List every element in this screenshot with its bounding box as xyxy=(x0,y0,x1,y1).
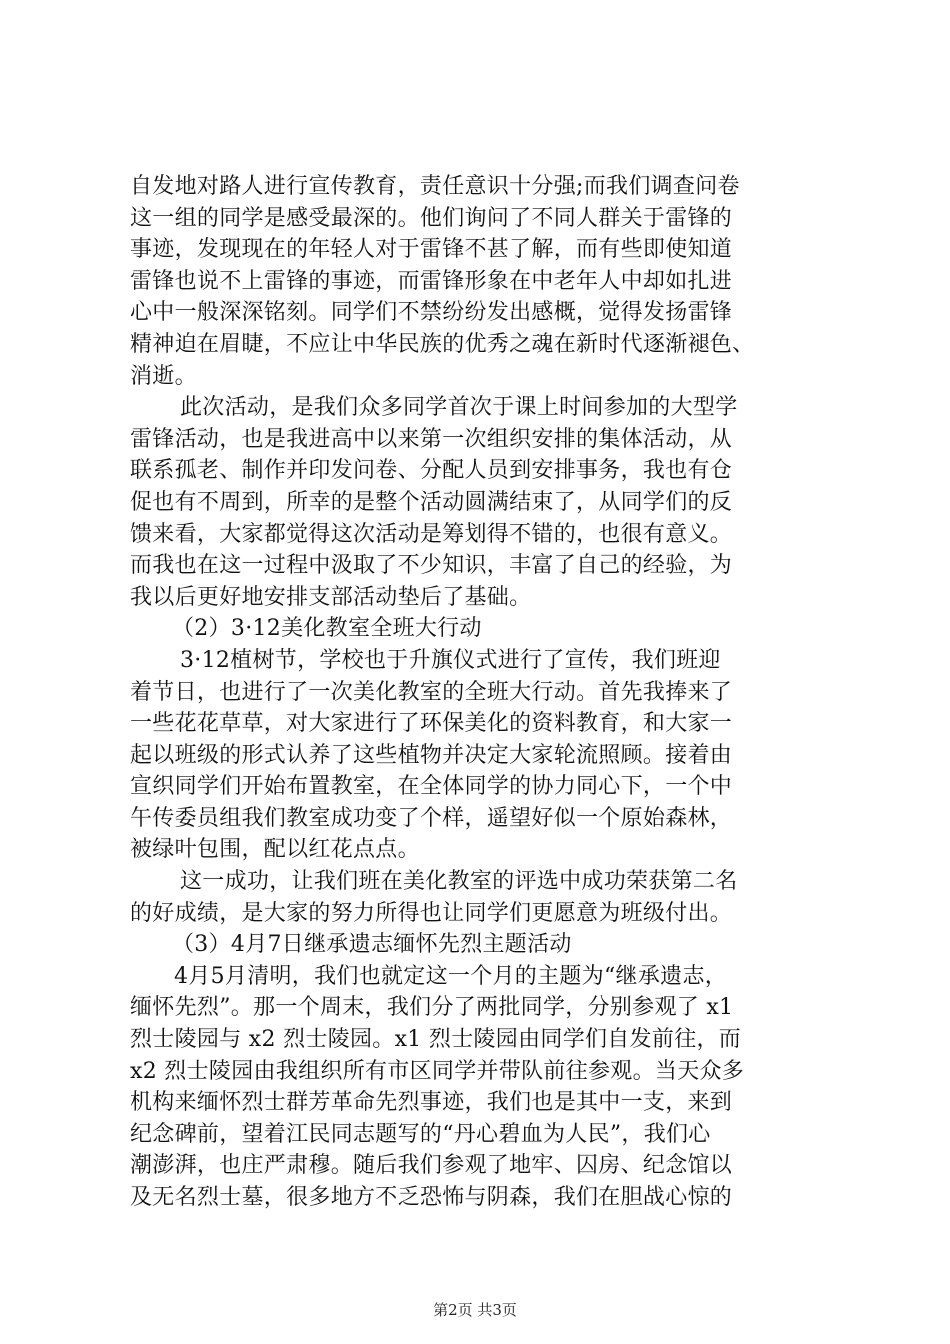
text-line: 及无名烈士墓，很多地方不乏恐怖与阴森，我们在胆战心惊的 xyxy=(130,1185,733,1210)
paragraph-start-line: 3·12植树节，学校也于升旗仪式进行了宣传，我们班迎 xyxy=(180,647,721,673)
text-line: 纪念碑前，望着江民同志题写的“丹心碧血为人民”，我们心 xyxy=(130,1121,711,1147)
text-line: 雷锋活动，也是我进高中以来第一次组织安排的集体活动，从 xyxy=(130,426,733,452)
text-line: 精神迫在眉睫，不应让中华民族的优秀之魂在新时代逐渐褪色、 xyxy=(130,331,755,357)
page-number-footer: 第2页 共3页 xyxy=(433,1301,517,1319)
text-line: 着节日，也进行了一次美化教室的全班大行动。首先我捧来了 xyxy=(130,679,733,705)
section-heading: （2）3·12美化教室全班大行动 xyxy=(172,616,482,642)
paragraph-start-line: 此次活动，是我们众多同学首次于课上时间参加的大型学 xyxy=(180,395,738,421)
text-line: 我以后更好地安排支部活动垫后了基础。 xyxy=(130,584,532,610)
text-line: 起以班级的形式认养了这些植物并决定大家轮流照顾。接着由 xyxy=(130,742,733,768)
text-line: 事迹，发现现在的年轻人对于雷锋不甚了解，而有些即使知道 xyxy=(130,237,733,263)
text-line: 潮澎湃，也庄严肃穆。随后我们参观了地牢、囚房、纪念馆以 xyxy=(130,1153,733,1179)
text-line: 烈士陵园与 x2 烈士陵园。x1 烈士陵园由同学们自发前往，而 xyxy=(130,1027,742,1053)
text-line: 消逝。 xyxy=(130,363,197,389)
paragraph-start-line: 4月5月清明，我们也就定这一个月的主题为“继承遗志， xyxy=(174,963,728,989)
text-line: 促也有不周到，所幸的是整个活动圆满结束了，从同学们的反 xyxy=(130,489,733,515)
paragraph-start-line: 这一成功，让我们班在美化教室的评选中成功荣获第二名 xyxy=(180,869,738,895)
document-body xyxy=(130,171,835,1214)
text-line: 宣织同学们开始布置教室，在全体同学的协力同心下，一个中 xyxy=(130,774,733,800)
text-line: 一些花花草草，对大家进行了环保美化的资料教育，和大家一 xyxy=(130,711,733,737)
text-line: 缅怀先烈”。那一个周末，我们分了两批同学，分别参观了 x1 xyxy=(130,995,734,1021)
text-line: 这一组的同学是感受最深的。他们询问了不同人群关于雷锋的 xyxy=(130,205,733,231)
text-line: 雷锋也说不上雷锋的事迹，而雷锋形象在中老年人中却如扎进 xyxy=(130,268,733,294)
text-line: x2 烈士陵园由我组织所有市区同学并带队前往参观。当天众多 xyxy=(130,1058,745,1084)
text-line: 而我也在这一过程中汲取了不少知识，丰富了自己的经验，为 xyxy=(130,553,733,579)
text-line: 的好成绩，是大家的努力所得也让同学们更愿意为班级付出。 xyxy=(130,900,733,926)
text-line: 馈来看，大家都觉得这次活动是筹划得不错的，也很有意义。 xyxy=(130,521,733,547)
text-line: 联系孤老、制作并印发问卷、分配人员到安排事务，我也有仓 xyxy=(130,458,733,484)
text-line: 机构来缅怀烈士群芳革命先烈事迹，我们也是其中一支，来到 xyxy=(130,1090,733,1116)
text-line: 心中一般深深铭刻。同学们不禁纷纷发出感概，觉得发扬雷锋 xyxy=(130,300,733,326)
text-line: 自发地对路人进行宣传教育，责任意识十分强;而我们调查问卷 xyxy=(130,174,740,199)
text-line: 午传委员组我们教室成功变了个样，遥望好似一个原始森林， xyxy=(130,805,733,831)
text-line: 被绿叶包围，配以红花点点。 xyxy=(130,837,420,863)
section-heading: （3）4月7日继承遗志缅怀先烈主题活动 xyxy=(172,932,572,958)
